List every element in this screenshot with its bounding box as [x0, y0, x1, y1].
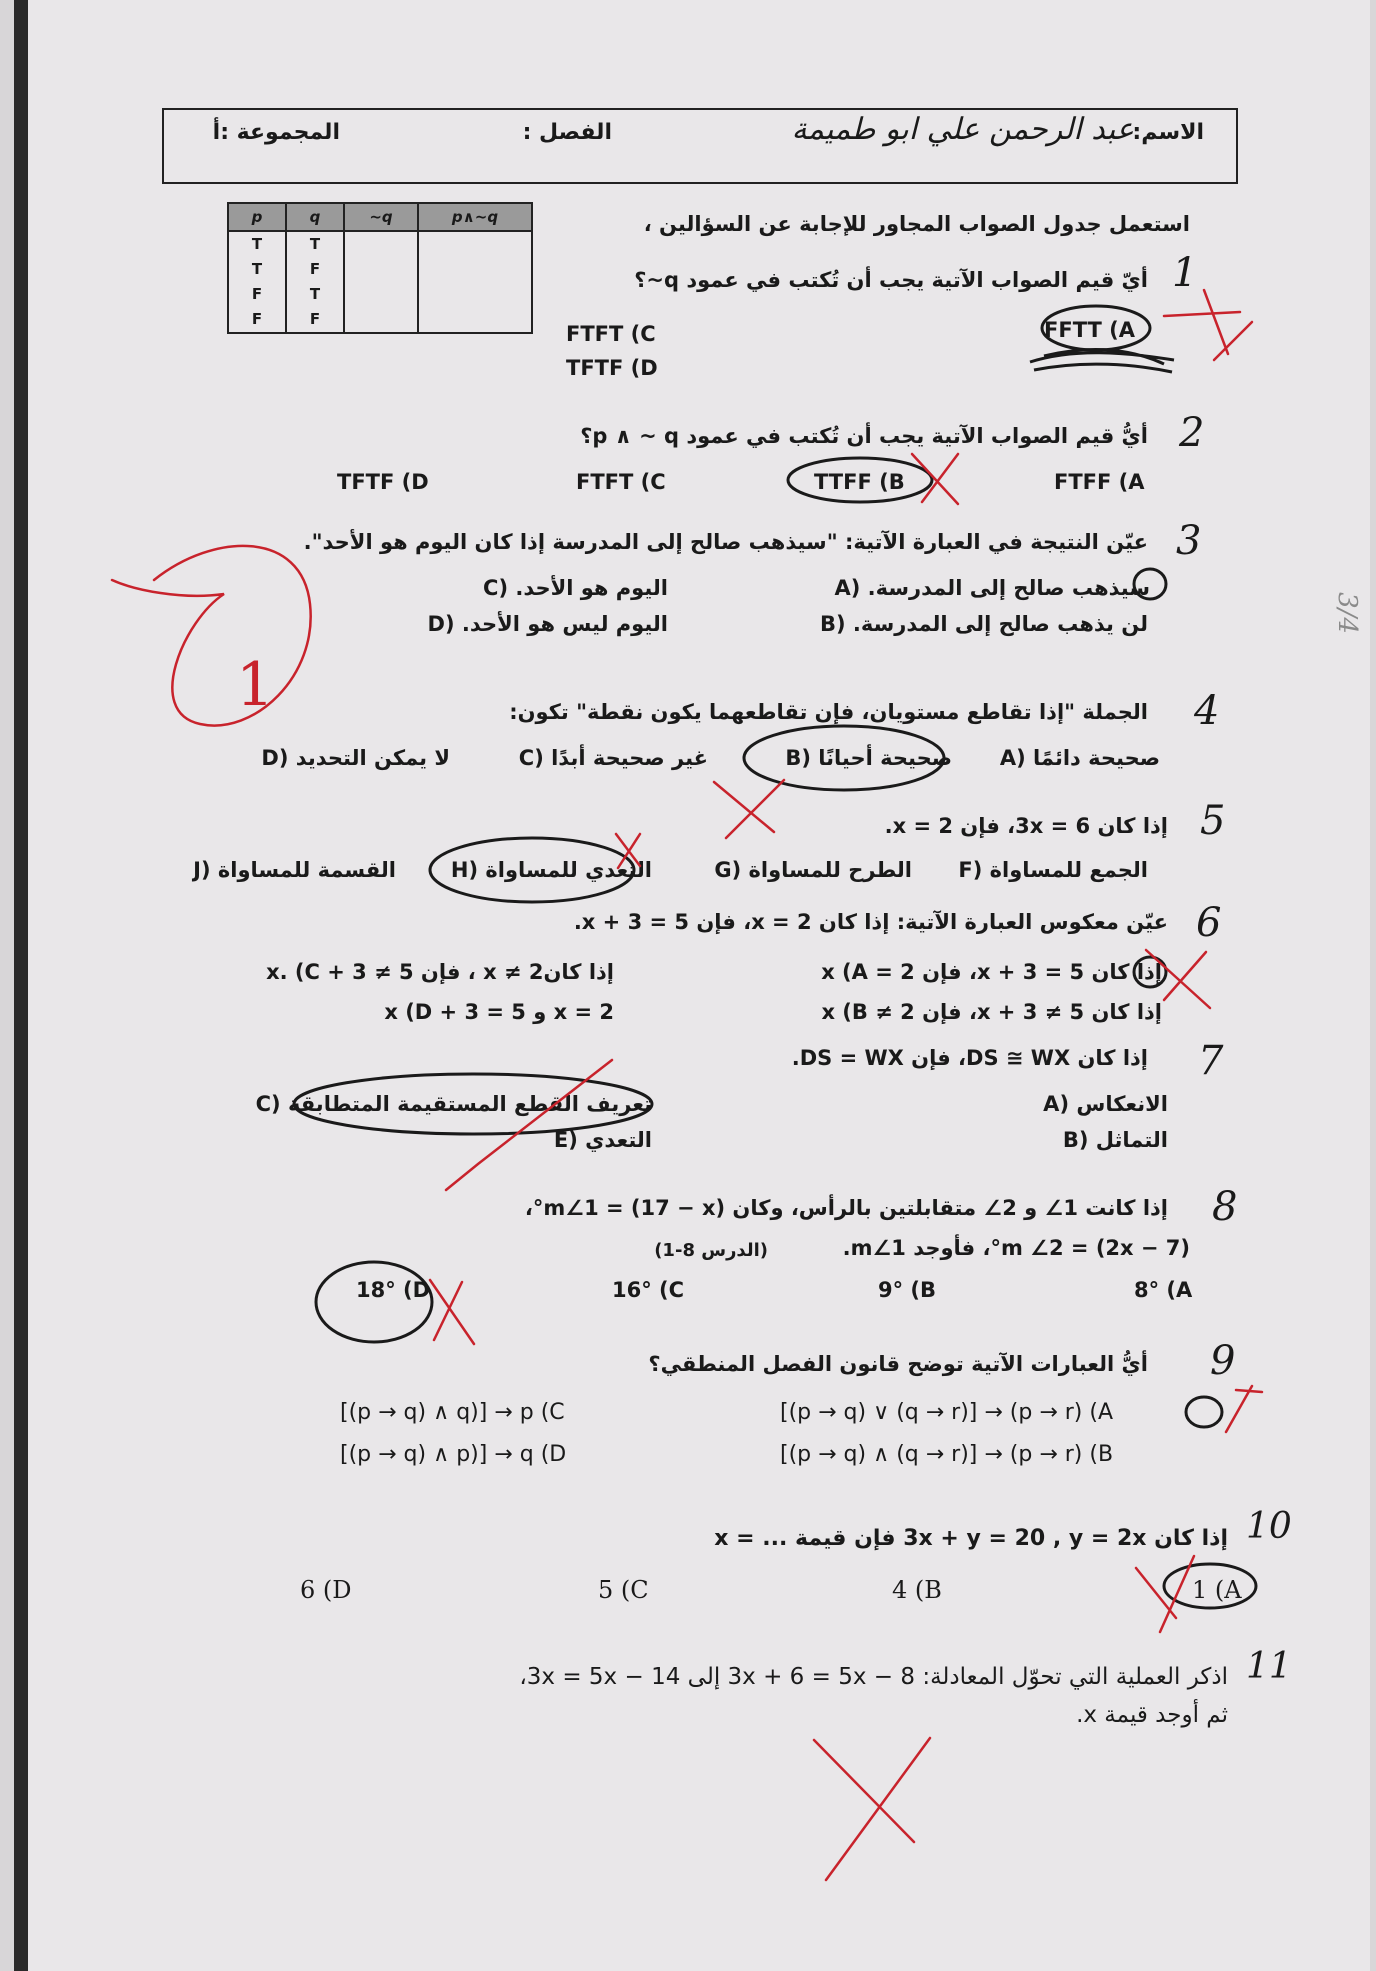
q2-number: 2 [1179, 410, 1205, 456]
score-circle [112, 546, 311, 726]
q4-red-cross [714, 780, 784, 838]
q6-option-a: إذا كان 5 = 3 + x، فإن 2 = x (A [821, 960, 1162, 984]
q7-red-check [446, 1060, 612, 1190]
q7-option-b: التماثل (B [1062, 1128, 1168, 1152]
q9-option-a: [(p → q) ∨ (q → r)] → (p → r) (A [780, 1400, 1114, 1425]
q-values: T F T F [286, 231, 344, 333]
q6-text: عيّن معكوس العبارة الآتية: إذا كان 2 = x، فإن 5 = 3 + x. [573, 910, 1168, 934]
q10-option-b: 4 (B [892, 1576, 942, 1604]
q7-option-c: تعريف القطع المستقيمة المتطابقة (C [255, 1092, 652, 1116]
q10-option-a: 1 (A [1192, 1576, 1242, 1604]
q9-answer-circle [1186, 1397, 1222, 1427]
q7-option-a: الانعكاس (A [1043, 1092, 1168, 1116]
q8-red-cross [430, 1280, 474, 1344]
q10-option-d: 6 (D [300, 1576, 352, 1604]
q11-text: اذكر العملية التي تحوّل المعادلة: 8 − 3x + 6 = 5x إلى 14 − 3x = 5x، [519, 1664, 1228, 1690]
p-and-not-q-values [418, 231, 532, 333]
q10-red-cross [1136, 1556, 1194, 1632]
q7-number: 7 [1198, 1038, 1224, 1084]
q11-text-2: ثم أوجد قيمة x. [1076, 1702, 1228, 1728]
q6-option-c: إذا كان2 ≠ x ، فإن 5 ≠ 3 + x. (C [266, 960, 614, 984]
q7-text: إذا كان DS ≅ WX، فإن DS = WX. [791, 1046, 1148, 1070]
q3-option-a: سيذهب صالح إلى المدرسة. (A [834, 576, 1150, 600]
q8-text-2: m ∠2 = (2x − 7)°، فأوجد m∠1. [842, 1236, 1190, 1260]
q5-option-g: الطرح للمساواة (G [714, 858, 912, 882]
q1-number: 1 [1172, 250, 1198, 296]
q2-option-a: FTFF (A [1054, 470, 1145, 494]
q6-option-d: 2 = x و 5 = 3 + x (D [384, 1000, 614, 1024]
q9-option-c: [(p → q) ∧ q)] → p (C [340, 1400, 565, 1425]
q10-number: 10 [1246, 1506, 1292, 1547]
score-mark: 1 [236, 650, 275, 720]
q11-red-cross [814, 1738, 930, 1880]
q9-option-b: [(p → q) ∧ (q → r)] → (p → r) (B [780, 1442, 1114, 1467]
q2-option-d: TFTF (D [337, 470, 429, 494]
q1-text: أيّ قيم الصواب الآتية يجب أن تُكتب في عمود q~؟ [634, 268, 1148, 292]
q4-number: 4 [1194, 688, 1220, 734]
q9-number: 9 [1210, 1338, 1236, 1384]
q4-text: الجملة "إذا تقاطع مستويان، فإن تقاطعهما يكون نقطة" تكون: [509, 700, 1148, 724]
q8-option-b: 9° (B [878, 1278, 937, 1302]
p-values: T T F F [228, 231, 286, 333]
q11-number: 11 [1246, 1646, 1292, 1687]
q3-option-b: لن يذهب صالح إلى المدرسة. (B [819, 612, 1148, 636]
q3-text: عيّن النتيجة في العبارة الآتية: "سيذهب صالح إلى المدرسة إذا كان اليوم هو الأحد". [303, 530, 1148, 554]
exam-sheet [14, 0, 1370, 1971]
q1-option-c: FTFT (C [566, 322, 656, 346]
q5-number: 5 [1200, 798, 1226, 844]
class-label: الفصل : [522, 120, 612, 145]
q8-option-c: 16° (C [612, 1278, 685, 1302]
q2-option-c: FTFT (C [576, 470, 666, 494]
q7-option-e: التعدي (E [553, 1128, 652, 1152]
q9-option-d: [(p → q) ∧ p)] → q (D [340, 1442, 567, 1467]
q2-text: أيُّ قيم الصواب الآتية يجب أن تُكتب في عمود p ∧ ~ q؟ [580, 424, 1148, 448]
col-q: q [286, 203, 344, 231]
q4-option-a: صحيحة دائمًا (A [999, 746, 1160, 770]
name-label: الاسم: [1132, 120, 1204, 145]
q8-number: 8 [1212, 1184, 1238, 1230]
q1-red-cross [1164, 290, 1252, 360]
q2-option-b: TTFF (B [814, 470, 905, 494]
q8-text: إذا كانت 1∠ و 2∠ متقابلتين بالرأس، وكان m∠1 = (17 − x)°، [524, 1196, 1168, 1220]
q4-option-c: غير صحيحة أبدًا (C [518, 746, 708, 770]
paper-edge [14, 0, 28, 1971]
q8-option-d: 18° (D [356, 1278, 431, 1302]
instructions: استعمل جدول الصواب المجاور للإجابة عن السؤالين ، [643, 212, 1190, 236]
q1-scribble [1030, 350, 1174, 372]
q9-text: أيُّ العبارات الآتية توضح قانون الفصل المنطقي؟ [648, 1352, 1148, 1376]
q1-option-a: FFTT (A [1044, 318, 1135, 342]
group-label: المجموعة :أ [212, 120, 340, 145]
q10-option-c: 5 (C [598, 1576, 649, 1604]
not-q-values [344, 231, 418, 333]
q5-text: إذا كان 6 = 3x، فإن 2 = x. [884, 814, 1168, 838]
q6-option-b: إذا كان 5 ≠ 3 + x، فإن 2 ≠ x (B [821, 1000, 1162, 1024]
q4-option-b: صحيحة أحيانًا (B [785, 746, 952, 770]
student-name: عبد الرحمن علي ابو طميمة [791, 112, 1134, 147]
q9-red-cross [1226, 1386, 1262, 1432]
q6-number: 6 [1196, 900, 1222, 946]
q5-option-j: القسمة للمساواة (J [193, 858, 396, 882]
truth-table [227, 202, 533, 334]
q5-option-f: الجمع للمساواة (F [958, 858, 1148, 882]
q8-option-a: 8° (A [1134, 1278, 1193, 1302]
q4-option-d: لا يمكن التحديد (D [261, 746, 450, 770]
q1-option-d: TFTF (D [566, 356, 658, 380]
q5-option-h: التعدي للمساواة (H [450, 858, 652, 882]
q3-number: 3 [1176, 518, 1202, 564]
col-p: p [228, 203, 286, 231]
q8-answer-circle [316, 1262, 432, 1342]
q8-lesson: (الدرس 8-1) [654, 1240, 768, 1261]
col-not-q: ~q [344, 203, 418, 231]
q2-red-cross [912, 454, 958, 504]
q10-text: إذا كان 3x + y = 20 , y = 2x فإن قيمة ... = x [714, 1526, 1228, 1551]
q3-option-d: اليوم ليس هو الأحد. (D [427, 612, 668, 636]
q3-option-c: اليوم هو الأحد. (C [483, 576, 668, 600]
col-p-and-not-q: p∧~q [418, 203, 532, 231]
margin-note: 3/4 [1331, 592, 1362, 634]
